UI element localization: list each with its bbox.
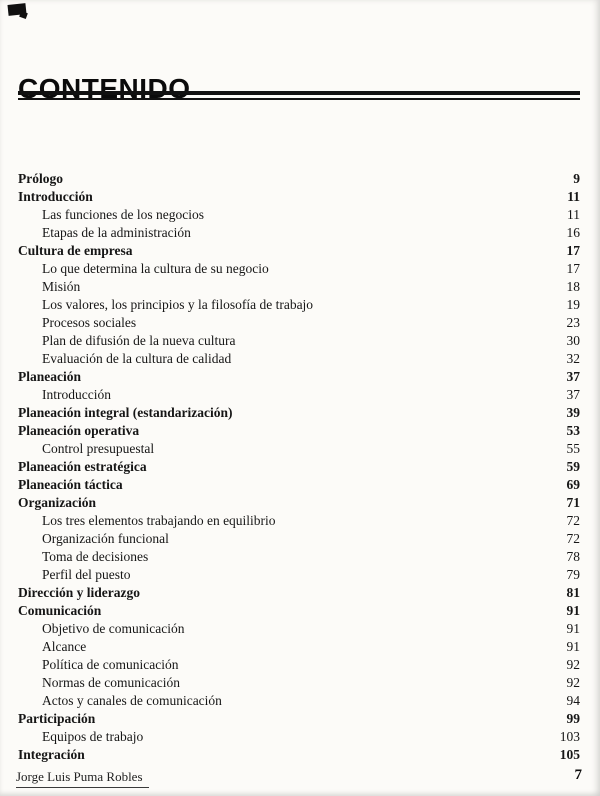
toc-entry xyxy=(18,188,580,206)
toc-entry-page: 32 xyxy=(566,351,580,366)
toc-entry-page: 72 xyxy=(566,513,580,528)
toc-entry-page: 81 xyxy=(566,585,580,600)
toc-entry-page: 91 xyxy=(566,639,580,654)
toc-entry xyxy=(18,386,580,404)
toc-entry-label: Evaluación de la cultura de calidad xyxy=(42,351,232,366)
toc-entry xyxy=(18,728,580,746)
toc-entry-page: 17 xyxy=(566,261,580,276)
toc-entry-page: 69 xyxy=(566,477,580,492)
toc-entry-page: 79 xyxy=(566,567,580,582)
toc-entry-page: 9 xyxy=(573,171,580,186)
toc-entry-label: Prólogo xyxy=(18,171,63,186)
toc-entry-label: Organización xyxy=(18,495,96,510)
toc-entry-page: 71 xyxy=(566,495,580,510)
toc-entry-page: 11 xyxy=(567,189,580,204)
toc-entry-page: 91 xyxy=(566,603,580,618)
toc-entry xyxy=(18,584,580,602)
toc-entry-page: 37 xyxy=(566,387,580,402)
toc-entry xyxy=(18,422,580,440)
scan-artifact-mark-small xyxy=(19,11,28,19)
toc-entry-label: Normas de comunicación xyxy=(42,675,180,690)
toc-entry-page: 17 xyxy=(566,243,580,258)
toc-entry xyxy=(18,710,580,728)
toc-entry-page: 78 xyxy=(566,549,580,564)
toc-entry xyxy=(18,674,580,692)
toc-entry-label: Planeación xyxy=(18,369,81,384)
toc-entry-label: Control presupuestal xyxy=(42,441,155,456)
toc-entry-label: Actos y canales de comunicación xyxy=(42,693,222,708)
toc-entry xyxy=(18,242,580,260)
toc-entry-label: Toma de decisiones xyxy=(42,549,149,564)
toc-entry-page: 53 xyxy=(566,423,580,438)
toc-entry xyxy=(18,512,580,530)
toc-entry xyxy=(18,530,580,548)
toc-entry-label: Equipos de trabajo xyxy=(42,729,144,744)
toc-entry-label: Cultura de empresa xyxy=(18,243,133,258)
toc-entry-page: 11 xyxy=(567,207,580,222)
toc-entry xyxy=(18,692,580,710)
toc-entry xyxy=(18,314,580,332)
toc-entry-label: Integración xyxy=(18,747,85,762)
toc-entry-label: Dirección y liderazgo xyxy=(18,585,140,600)
toc-entry-label: Organización funcional xyxy=(42,531,169,546)
toc-entry-label: Planeación operativa xyxy=(18,423,140,438)
toc-entry-page: 39 xyxy=(566,405,580,420)
toc-entry-label: Política de comunicación xyxy=(42,657,179,672)
footer-page-number: 7 xyxy=(574,767,582,783)
toc-entry-page: 91 xyxy=(566,621,580,636)
footer-author-text: Jorge Luis Puma Robles xyxy=(16,769,149,788)
toc-entry xyxy=(18,548,580,566)
toc-entry-label: Planeación integral (estandarización) xyxy=(18,405,233,420)
toc-entry-page: 94 xyxy=(566,693,580,708)
toc-entry-label: Planeación táctica xyxy=(18,477,123,492)
toc-entry xyxy=(18,476,580,494)
toc-entry xyxy=(18,440,580,458)
toc-entry xyxy=(18,458,580,476)
toc-entry-page: 99 xyxy=(566,711,580,726)
toc-entry-label: Lo que determina la cultura de su negocio xyxy=(42,261,269,276)
toc-entry-label: Los tres elementos trabajando en equilibrio xyxy=(42,513,276,528)
toc-entry xyxy=(18,494,580,512)
toc-entry xyxy=(18,638,580,656)
page-title: CONTENIDO xyxy=(18,72,191,104)
toc-entry xyxy=(18,368,580,386)
toc-entry-label: Objetivo de comunicación xyxy=(42,621,185,636)
toc-entry-label: Introducción xyxy=(18,189,93,204)
toc-entry-page: 92 xyxy=(566,657,580,672)
toc-entry-label: Procesos sociales xyxy=(42,315,137,330)
toc-entry-label: Alcance xyxy=(42,639,87,654)
toc-entry xyxy=(18,566,580,584)
toc-entry-page: 105 xyxy=(559,747,580,762)
toc-entry-label: Misión xyxy=(42,279,81,294)
toc-entry xyxy=(18,296,580,314)
footer-author xyxy=(16,769,149,788)
toc-entry xyxy=(18,224,580,242)
toc-entry xyxy=(18,260,580,278)
toc-entry-page: 59 xyxy=(566,459,580,474)
toc-entry-label: Plan de difusión de la nueva cultura xyxy=(42,333,236,348)
toc-entry-page: 19 xyxy=(566,297,580,312)
toc-entry-page: 16 xyxy=(566,225,580,240)
toc-entry-page: 92 xyxy=(566,675,580,690)
toc-entry xyxy=(18,620,580,638)
toc-entry-label: Participación xyxy=(18,711,96,726)
toc-entry-page: 23 xyxy=(566,315,580,330)
toc-entry xyxy=(18,656,580,674)
toc-entry-page: 30 xyxy=(566,333,580,348)
toc-entry-label: Perfil del puesto xyxy=(42,567,131,582)
toc-entry-page: 103 xyxy=(559,729,580,744)
toc-entry-page: 72 xyxy=(566,531,580,546)
toc-entry xyxy=(18,278,580,296)
toc-entry-label: Los valores, los principios y la filosofía de trabajo xyxy=(42,297,314,312)
toc-entry xyxy=(18,404,580,422)
toc-entry-label: Etapas de la administración xyxy=(42,225,191,240)
toc-entry xyxy=(18,170,580,188)
toc-list xyxy=(18,170,580,764)
toc-entry xyxy=(18,746,580,764)
toc-entry-label: Planeación estratégica xyxy=(18,459,147,474)
toc-entry xyxy=(18,602,580,620)
toc-entry-page: 55 xyxy=(566,441,580,456)
toc-entry-label: Comunicación xyxy=(18,603,102,618)
toc-entry xyxy=(18,206,580,224)
toc-entry xyxy=(18,350,580,368)
toc-entry-label: Introducción xyxy=(42,387,111,402)
toc-entry xyxy=(18,332,580,350)
title-double-rule xyxy=(18,91,580,100)
toc-entry-label: Las funciones de los negocios xyxy=(42,207,204,222)
toc-entry-page: 18 xyxy=(566,279,580,294)
toc-entry-page: 37 xyxy=(566,369,580,384)
